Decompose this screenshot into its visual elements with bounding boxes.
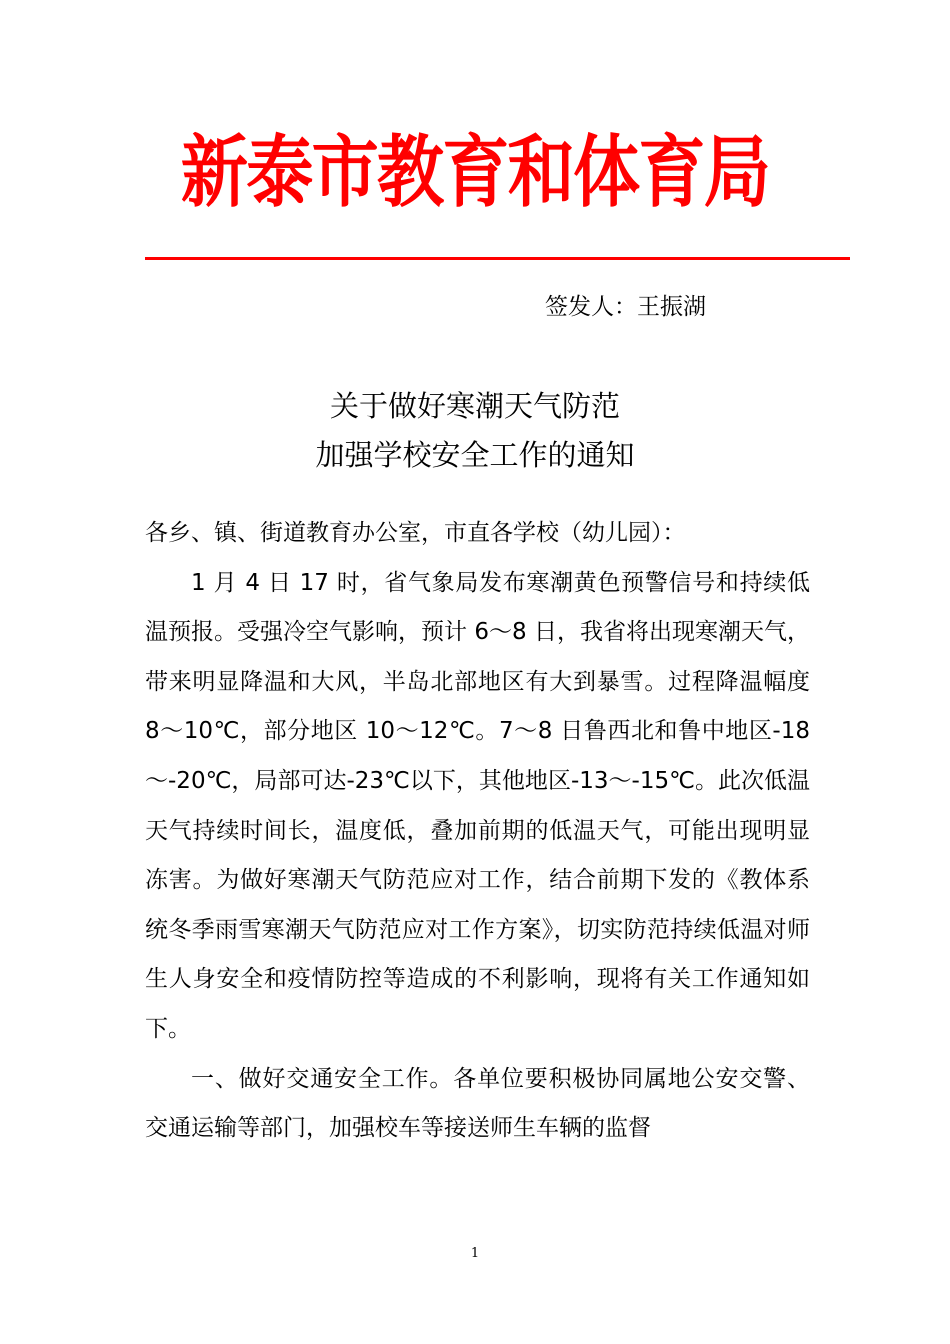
title-line-1: 关于做好寒潮天气防范 xyxy=(329,389,620,423)
red-divider-line xyxy=(145,257,850,260)
signer-line: 签发人：王振湖 xyxy=(545,294,706,320)
paragraph-1: 1 月 4 日 17 时，省气象局发布寒潮黄色预警信号和持续低温预报。受强冷空气影响，预计 6～8 日，我省将出现寒潮天气，带来明显降温和大风，半岛北部地区有大到暴雪。过程降温幅度 8～10℃，部分地区 10～12℃。7～8 日鲁西北和鲁中地区-18～-20℃，局部可达-23℃以下，其他地区-13～-15℃。此次低温天气持续时间长，温度低，叠加前期的低温天气，可能出现明显冻害。为做好寒潮天气防范应对工作，结合前期下发的《教体系统冬季雨雪寒潮天气防范应对工作方案》，切实防范持续低温对师生人身安全和疫情防控等造成的不利影响，现将有关工作通知如下。 xyxy=(145,569,810,1042)
letterhead-title: 新泰市教育和体育局 xyxy=(180,128,770,218)
paragraph-2: 一、做好交通安全工作。各单位要积极协同属地公安交警、交通运输等部门，加强校车等接送师生车辆的监督 xyxy=(145,1065,810,1142)
document-title xyxy=(145,382,805,480)
document-body xyxy=(145,509,810,1154)
title-line-2: 加强学校安全工作的通知 xyxy=(315,438,635,472)
salutation: 各乡、镇、街道教育办公室，市直各学校（幼儿园）： xyxy=(145,520,686,546)
page-number: 1 xyxy=(470,1246,480,1261)
